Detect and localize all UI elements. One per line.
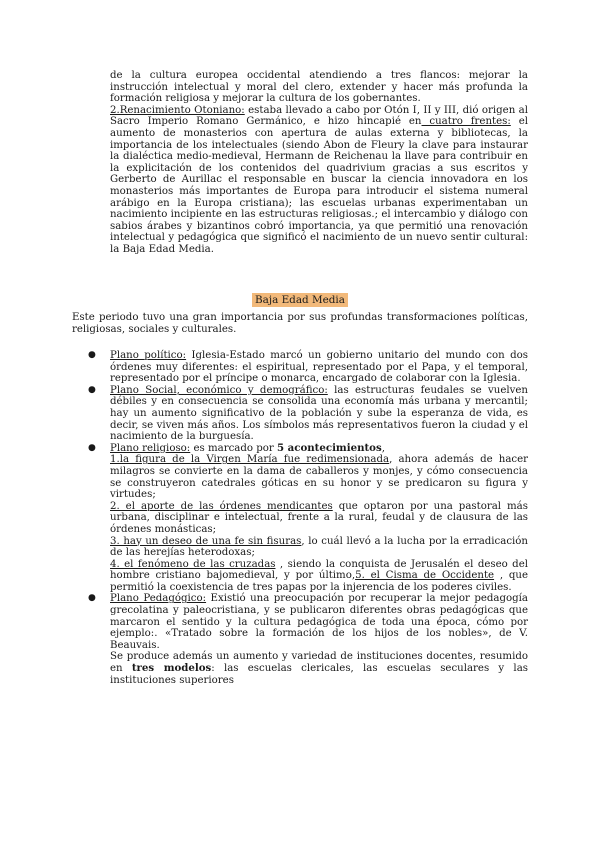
list-item-social (88, 384, 528, 443)
pedagogico-text2-b: : las escuelas clericales, las escuelas seculares y las instituciones superiores (110, 663, 528, 686)
list-item-pedagogico (88, 593, 528, 686)
otonian-text-b: el aumento de monasterios con apertura de aulas externa y bibliotecas, la importancia de los intelectuales (siendo Abon de Fleury la clave para instaurar la dialéctica medio-medieval, Hermann de Reichenau la llave para contribuir en la explicitación de los contenidos del quadrivium gracias a sus escritos y Gerberto de Aurillac el responsable en buscar la ciencia innovadora en los monasterios más importantes de Europa para introducir el sistema numeral arábigo en la Europa cristiana); las escuelas urbanas experimentaban un nacimiento incipiente en las estructuras religiosas.; el intercambio y diálogo con sabios árabes y bizantinos cobró importancia, ya que permitió una renovación intelectual y pedagógica que significó el nacimiento de un nuevo sentir cultural: la Baja Edad Media. (110, 116, 529, 255)
list-item-religioso (88, 441, 529, 594)
event-3-label: 3. hay un deseo de una fe sin fisuras (110, 535, 302, 547)
religioso-text-a: es marcado por (190, 442, 278, 454)
politico-label: Plano político: (110, 350, 187, 361)
politico-text: Iglesia-Estado marcó un gobierno unitario del mundo con dos órdenes muy diferentes: el espiritual, representado por el Papa, y el temporal, representado por el príncipe o monarca, encargado de colaborar con la Iglesia. (110, 350, 528, 385)
section-heading: Baja Edad Media (252, 293, 348, 307)
section-heading-wrap (0, 288, 600, 307)
event-2-label: 2. el aporte de las órdenes mendicantes (110, 500, 333, 512)
event-4-label: 4. el fenómeno de las cruzadas (110, 558, 276, 570)
event-2-text: que optaron por una pastoral más urbana, disciplinar e intelectual, frente a la rural, feudal y de clausura de las órdenes monásticas; (110, 500, 528, 535)
event-5-label: 5. el Cisma de Occidente (355, 570, 495, 582)
bullet-icon: ● (88, 442, 96, 453)
intro-paragraph: Este periodo tuvo una gran importancia por sus profundas transformaciones políticas, religiosas, sociales y culturales. (72, 312, 528, 335)
social-text: las estructuras feudales se vuelven débiles y en consecuencia se consolida una economía más urbana y mercantil; hay un aumento significativo de la población y sube la esperanza de vida, es decir, se viven más años. Los símbolos más representativos fueron la ciudad y el nacimiento de la burguesía. (110, 384, 528, 443)
pedagogico-text2-a: Se produce además un aumento y variedad de instituciones docentes, resumido en (110, 651, 528, 675)
planes-list (88, 350, 529, 686)
social-label: Plano Social, económico y demográfico: (110, 384, 328, 396)
carolingian-paragraph-block (110, 70, 528, 256)
four-fronts-label: cuatro frentes: (421, 116, 511, 128)
pedagogico-bold: tres modelos (131, 662, 212, 675)
pedagogico-label: Plano Pedagógico: (110, 593, 207, 605)
religioso-text-b: , (381, 442, 385, 454)
otonian-text-a: estaba llevado a cabo por Otón I, II y III, dió origen al Sacro Imperio Romano Germánico, e hizo hincapié en (110, 104, 528, 128)
religioso-bold: 5 acontecimientos (277, 441, 382, 454)
event-4-text: , siendo la conquista de Jerusalén el deseo del hombre cristiano bajomedieval, y por último, (110, 558, 528, 582)
pedagogico-text: Existió una preocupación por recuperar la mejor pedagogía grecolatina y paleocristiana, y se publicaron diferentes obras pedagógicas que marcaron el sentido y la cultura pedagógica de toda una época, cómo por ejemplo:. «Tratado sobre la formación de los hijos de los nobles», de V. Beauvais. (110, 593, 528, 651)
otonian-label: 2.Renacimiento Otoniano: (110, 104, 245, 116)
list-item-politico (88, 350, 528, 385)
event-3-text: , lo cuál llevó a la lucha por la erradicación de las herejías heterodoxas; (110, 535, 528, 559)
event-1-text: , ahora además de hacer milagros se convierte en la dama de caballeros y monjes, y cómo consecuencia se construyeron catedrales góticas en su honor y se predicaron su figura y virtudes; (110, 454, 529, 501)
bullet-icon: ● (88, 350, 96, 360)
bullet-icon: ● (88, 593, 96, 604)
carolingian-tail-text: de la cultura europea occidental atendiendo a tres flancos: mejorar la instrucción intelectual y moral del clero, extender y hacer más profunda la formación religiosa y mejorar la cultura de los gobernantes. (110, 70, 528, 105)
event-5-text: , que permitió la coexistencia de tres papas por la injerencia de los poderes civiles. (110, 570, 529, 593)
religioso-label: Plano religioso: (110, 442, 191, 454)
event-1-label: 1.la figura de la Virgen María fue redimensionada (110, 454, 390, 466)
bullet-icon: ● (88, 384, 96, 395)
